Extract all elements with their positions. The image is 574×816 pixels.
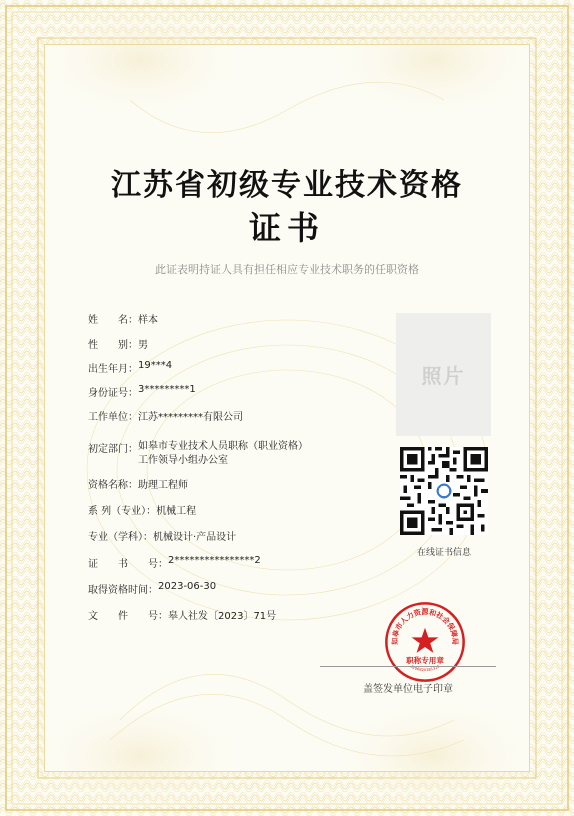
field-value [138, 440, 308, 468]
seal-caption: 盖签发单位电子印章 [363, 684, 453, 695]
field-label: 文 件 号： [88, 611, 168, 622]
field-label: 身份证号： [88, 388, 138, 399]
field-value: 2****************2 [168, 555, 261, 566]
field-id-number [88, 384, 196, 399]
field-qualification [88, 476, 188, 491]
field-label: 取得资格时间： [88, 585, 158, 596]
field-value: 男 [138, 340, 148, 351]
field-value-line2: 工作领导小组办公室 [138, 455, 228, 466]
qr-caption: 在线证书信息 [416, 548, 471, 558]
field-value: 皋人社发〔2023〕71号 [168, 611, 277, 622]
svg-text:3206820181326: 3206820181326 [409, 663, 441, 673]
svg-text:职称专用章: 职称专用章 [406, 656, 444, 665]
field-value: 3*********1 [138, 384, 196, 395]
qr-code-icon[interactable] [400, 447, 488, 535]
field-review-department [88, 440, 308, 468]
field-value: 江苏*********有限公司 [138, 412, 243, 423]
svg-text:如皋市人力资源和社会保障局: 如皋市人力资源和社会保障局 [390, 607, 460, 645]
certificate-subtitle: 此证表明持证人具有担任相应专业技术职务的任职资格 [155, 263, 419, 276]
official-seal [383, 600, 467, 684]
field-certificate-number [88, 555, 261, 570]
field-value: 2023-06-30 [158, 581, 217, 592]
field-gender [88, 336, 148, 351]
field-obtained-date [88, 581, 216, 596]
field-value: 助理工程师 [138, 480, 188, 491]
field-label: 初定部门： [88, 444, 138, 455]
field-value-line1: 如皋市专业技术人员职称（职业资格） [138, 441, 308, 452]
field-employer [88, 408, 243, 423]
photo-placeholder [396, 313, 491, 436]
certificate-title: 江苏省初级专业技术资格 [111, 168, 463, 203]
star-icon [412, 628, 439, 653]
field-series [88, 502, 196, 517]
photo-label: 照片 [421, 364, 466, 388]
field-label: 出生年月： [88, 364, 138, 375]
field-label: 姓 名： [88, 315, 138, 326]
field-label: 资格名称： [88, 480, 138, 491]
field-name [88, 311, 158, 326]
field-value: 机械工程 [156, 506, 197, 517]
field-value: 19***4 [138, 360, 173, 371]
field-label: 工作单位： [88, 412, 138, 423]
field-value: 机械设计·产品设计 [153, 532, 237, 543]
field-value: 样本 [138, 315, 158, 326]
field-major [88, 528, 236, 543]
field-label: 系 列（专业）： [88, 506, 157, 517]
certificate-title-line2: 证书 [248, 209, 325, 247]
field-document-number [88, 607, 276, 622]
signature-line [320, 666, 496, 667]
field-label: 证 书 号： [88, 559, 168, 570]
field-label: 专业（学科）： [88, 532, 153, 543]
field-label: 性 别： [88, 340, 138, 351]
field-birth [88, 360, 172, 375]
